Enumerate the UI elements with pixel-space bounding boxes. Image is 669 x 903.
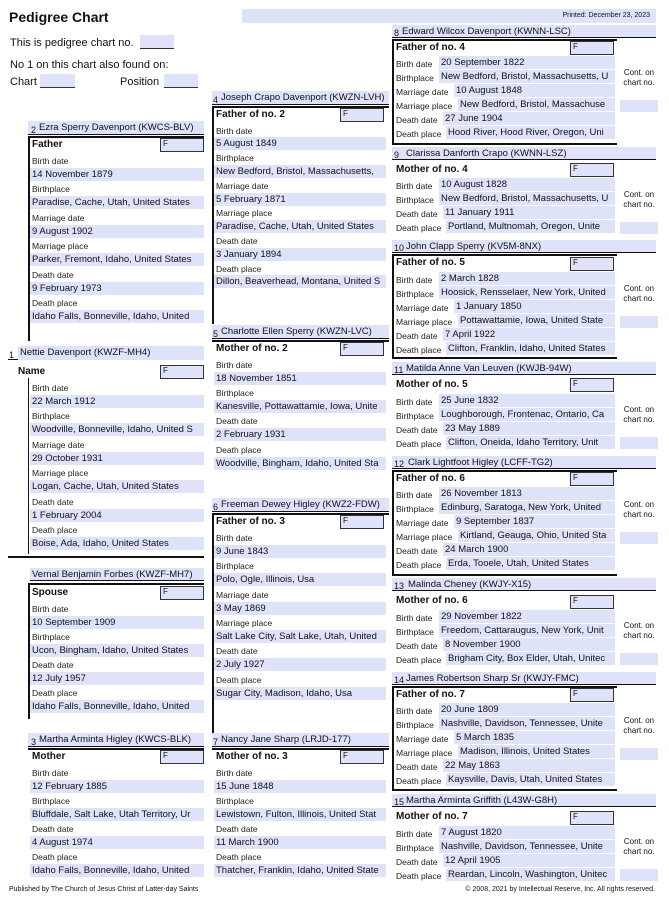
label: Birthplace — [32, 184, 70, 194]
f-field[interactable]: F — [570, 163, 614, 177]
label: Marriage date — [396, 734, 449, 744]
person-7-title: Mother of no. 3 — [216, 751, 288, 762]
cont-field[interactable] — [620, 437, 658, 449]
chart-no-label: This is pedigree chart no. — [10, 37, 134, 49]
label: Birthplace — [216, 388, 254, 398]
birth-date[interactable]: 26 November 1813 — [439, 487, 615, 500]
death-place[interactable]: Thatcher, Franklin, Idaho, United State — [214, 864, 386, 877]
death-place[interactable]: Sugar City, Madison, Idaho, Usa — [214, 687, 386, 700]
label: Death place — [396, 223, 442, 233]
birthplace[interactable]: Hoosick, Rensselaer, New York, United — [439, 286, 615, 299]
death-date[interactable]: 4 August 1974 — [30, 836, 204, 849]
f-field[interactable]: F — [570, 688, 614, 702]
birth-date[interactable]: 9 June 1843 — [214, 545, 386, 558]
birthplace[interactable]: Kanesville, Pottawattamie, Iowa, Unite — [214, 400, 386, 413]
label: Marriage date — [32, 440, 85, 450]
person-13-namebar — [392, 578, 656, 591]
birth-date[interactable]: 25 June 1832 — [439, 394, 615, 407]
label: Birthplace — [396, 73, 434, 83]
person-3-namebar — [28, 733, 204, 747]
label: Death date — [216, 416, 258, 426]
birth-date[interactable]: 7 August 1820 — [439, 826, 615, 839]
death-date[interactable]: 27 June 1904 — [443, 112, 615, 125]
label: Death place — [396, 871, 442, 881]
cont-label: Cont. on chart no. — [623, 621, 655, 640]
person-9-title: Mother of no. 4 — [396, 164, 468, 175]
death-place[interactable]: Idaho Falls, Bonneville, Idaho, United — [30, 700, 204, 713]
person-14-title: Father of no. 7 — [396, 689, 465, 700]
person-number: 8 — [394, 28, 400, 38]
birth-date[interactable]: 18 November 1851 — [214, 372, 386, 385]
person-name[interactable]: Freeman Dewey Higley (KWZ2-FDW) — [221, 499, 380, 510]
label: Birthplace — [396, 195, 434, 205]
person-15-namebar — [392, 794, 656, 807]
birth-date[interactable]: 2 March 1828 — [439, 272, 615, 285]
birthplace[interactable]: Ucon, Bingham, Idaho, United States — [30, 644, 204, 657]
label: Death place — [396, 345, 442, 355]
marriage-date[interactable]: 3 May 1869 — [214, 602, 386, 615]
cont-field[interactable] — [620, 316, 658, 328]
marriage-date[interactable]: 10 August 1848 — [454, 84, 615, 97]
label: Birth date — [396, 59, 433, 69]
cont-field[interactable] — [620, 869, 658, 881]
person-name[interactable]: Martha Arminta Higley (KWCS-BLK) — [39, 734, 192, 745]
marriage-place[interactable]: Paradise, Cache, Utah, United States — [214, 220, 386, 233]
person-2-namebar — [28, 121, 204, 135]
label: Death place — [396, 560, 442, 570]
label: Birth date — [396, 275, 433, 285]
label: Marriage date — [216, 590, 269, 600]
label: Birthplace — [396, 627, 434, 637]
label: Birthplace — [396, 411, 434, 421]
person-name[interactable]: Matilda Anne Van Leuven (KWJB-94W) — [406, 363, 572, 374]
person-4-title: Father of no. 2 — [216, 109, 285, 120]
person-10-namebar — [392, 240, 656, 253]
label: Death date — [396, 762, 438, 772]
chart-no-field[interactable] — [140, 35, 174, 49]
label: Death date — [32, 660, 74, 670]
f-field[interactable]: F — [340, 108, 384, 122]
spouse-name[interactable]: Vernal Benjamin Forbes (KWZF-MH7) — [30, 568, 204, 581]
person-1-title: Name — [18, 366, 46, 377]
printed-date: Printed: December 23, 2023 — [562, 12, 650, 19]
death-date[interactable]: 8 November 1900 — [443, 638, 615, 651]
position-field[interactable] — [164, 74, 198, 88]
birth-date[interactable]: 12 February 1885 — [30, 780, 204, 793]
cont-label: Cont. on chart no. — [623, 190, 655, 209]
label: Death place — [216, 445, 262, 455]
label: Death place — [396, 655, 442, 665]
marriage-place[interactable]: Kirtland, Geauga, Ohio, United Sta — [458, 529, 615, 542]
death-date[interactable]: 7 April 1922 — [443, 328, 615, 341]
label: Marriage place — [396, 101, 453, 111]
chart-field[interactable] — [40, 74, 75, 88]
cont-field[interactable] — [620, 653, 658, 665]
label: Marriage date — [396, 303, 449, 313]
person-number: 5 — [213, 329, 219, 339]
label: Birthplace — [396, 289, 434, 299]
birthplace[interactable]: Nashville, Davidson, Tennessee, Unite — [439, 717, 615, 730]
footer-copyright: © 2008, 2021 by Intellectual Reserve, Inc. All rights reserved. — [465, 886, 655, 893]
marriage-place[interactable]: Salt Lake City, Salt Lake, Utah, United — [214, 630, 386, 643]
label: Death place — [216, 852, 262, 862]
label: Birthplace — [216, 561, 254, 571]
marriage-place[interactable]: Parker, Fremont, Idaho, United States — [30, 253, 204, 266]
chart-label: Chart — [10, 76, 37, 88]
death-date[interactable]: 9 February 1973 — [30, 282, 204, 295]
death-place[interactable]: Clifton, Franklin, Idaho, United States — [446, 342, 615, 355]
person-number: 2 — [31, 125, 37, 135]
label: Marriage place — [216, 618, 273, 628]
birth-date[interactable]: 29 November 1822 — [439, 610, 615, 623]
label: Death place — [216, 675, 262, 685]
marriage-date[interactable]: 9 September 1837 — [454, 515, 615, 528]
death-place[interactable]: Woodville, Bingham, Idaho, United Sta — [214, 457, 386, 470]
label: Marriage place — [216, 208, 273, 218]
person-name[interactable]: Nettie Davenport (KWZF-MH4) — [18, 346, 204, 360]
birthplace[interactable]: Loughborough, Frontenac, Ontario, Ca — [439, 408, 615, 421]
label: Birth date — [396, 829, 433, 839]
label: Birth date — [396, 613, 433, 623]
label: Death place — [216, 264, 262, 274]
person-name[interactable]: Joseph Crapo Davenport (KWZN-LVH) — [221, 92, 385, 103]
birthplace[interactable]: Lewistown, Fulton, Illinois, United Stat — [214, 808, 386, 821]
birth-date[interactable]: 14 November 1879 — [30, 168, 204, 181]
person-number: 4 — [213, 95, 219, 105]
label: Death date — [32, 497, 74, 507]
label: Birth date — [396, 706, 433, 716]
label: Birthplace — [32, 411, 70, 421]
death-date[interactable]: 12 July 1957 — [30, 672, 204, 685]
person-number: 3 — [31, 737, 37, 747]
label: Marriage place — [396, 748, 453, 758]
label: Death place — [32, 852, 78, 862]
label: Death date — [396, 331, 438, 341]
label: Birth date — [396, 490, 433, 500]
person-8-namebar — [392, 25, 656, 38]
label: Death date — [216, 236, 258, 246]
death-place[interactable]: Dillon, Beaverhead, Montana, United S — [214, 275, 386, 288]
death-date[interactable]: 11 March 1900 — [214, 836, 386, 849]
person-12-title: Father of no. 6 — [396, 473, 465, 484]
spouse-title: Spouse — [32, 587, 69, 598]
death-date[interactable]: 22 May 1863 — [443, 759, 615, 772]
position-label: Position — [120, 76, 160, 88]
person-4-namebar — [212, 91, 389, 105]
label: Birthplace — [32, 796, 70, 806]
cont-label: Cont. on chart no. — [623, 837, 655, 856]
cont-label: Cont. on chart no. — [623, 716, 655, 735]
death-place[interactable]: Clifton, Oneida, Idaho Territory, Unit — [446, 436, 615, 449]
label: Birthplace — [216, 153, 254, 163]
cont-field[interactable] — [620, 748, 658, 760]
f-field[interactable]: F — [570, 378, 614, 392]
cont-field[interactable] — [620, 100, 658, 112]
cont-label: Cont. on chart no. — [623, 500, 655, 519]
person-number: 1 — [9, 350, 15, 360]
birth-date[interactable]: 22 March 1912 — [30, 395, 204, 408]
person-name[interactable]: John Clapp Sperry (KV5M-8NX) — [406, 241, 542, 252]
birth-date[interactable]: 20 June 1809 — [439, 703, 615, 716]
label: Birth date — [32, 156, 69, 166]
death-place[interactable]: Kaysville, Davis, Utah, United States — [446, 773, 615, 786]
label: Death date — [216, 824, 258, 834]
label: Marriage date — [396, 87, 449, 97]
person-14-namebar — [392, 672, 656, 685]
label: Marriage date — [396, 518, 449, 528]
label: Birthplace — [396, 843, 434, 853]
birthplace[interactable]: New Bedford, Bristol, Massachusetts, — [214, 165, 386, 178]
death-date[interactable]: 2 July 1927 — [214, 658, 386, 671]
label: Birth date — [32, 383, 69, 393]
death-place[interactable]: Hood River, Hood River, Oregon, Uni — [446, 126, 615, 139]
person-11-namebar — [392, 362, 656, 375]
cont-label: Cont. on chart no. — [623, 405, 655, 424]
death-place[interactable]: Erda, Tooele, Utah, United States — [446, 557, 615, 570]
page-title: Pedigree Chart — [9, 9, 109, 25]
label: Death date — [396, 115, 438, 125]
f-field[interactable]: F — [340, 750, 384, 764]
person-name[interactable]: Nancy Jane Sharp (LRJD-177) — [221, 734, 351, 745]
person-name[interactable]: Ezra Sperry Davenport (KWCS-BLV) — [39, 122, 194, 133]
death-place[interactable]: Brigham City, Box Elder, Utah, Unitec — [446, 652, 615, 665]
label: Death place — [396, 439, 442, 449]
person-name[interactable]: James Robertson Sharp Sr (KWJY-FMC) — [406, 673, 579, 684]
label: Death date — [396, 857, 438, 867]
f-field[interactable]: F — [570, 41, 614, 55]
death-place[interactable]: Idaho Falls, Bonneville, Idaho, United — [30, 310, 204, 323]
person-8-title: Father of no. 4 — [396, 42, 465, 53]
birth-date[interactable]: 15 June 1848 — [214, 780, 386, 793]
f-field[interactable]: F — [340, 515, 384, 529]
death-date[interactable]: 2 February 1931 — [214, 428, 386, 441]
label: Birthplace — [216, 796, 254, 806]
label: Birth date — [32, 768, 69, 778]
birthplace[interactable]: Bluffdale, Salt Lake, Utah Territory, Ur — [30, 808, 204, 821]
marriage-date[interactable]: 1 January 1850 — [454, 300, 615, 313]
label: Death place — [32, 298, 78, 308]
f-field[interactable]: F — [160, 750, 204, 764]
birthplace[interactable]: Nashville, Davidson, Tennessee, Unite — [439, 840, 615, 853]
label: Marriage place — [396, 317, 453, 327]
person-name[interactable]: Malinda Cheney (KWJY-X15) — [408, 579, 532, 590]
cont-field[interactable] — [620, 532, 658, 544]
label: Birth date — [216, 768, 253, 778]
death-date[interactable]: 1 February 2004 — [30, 509, 204, 522]
birthplace[interactable]: Polo, Ogle, Illinois, Usa — [214, 573, 386, 586]
birth-date[interactable]: 5 August 1849 — [214, 137, 386, 150]
label: Birth date — [216, 360, 253, 370]
person-name[interactable]: Edward Wilcox Davenport (KWNN-LSC) — [402, 26, 571, 37]
f-field[interactable]: F — [570, 472, 614, 486]
person-number: 15 — [394, 797, 405, 807]
marriage-date[interactable]: 5 March 1835 — [454, 731, 615, 744]
person-number: 10 — [394, 243, 405, 253]
person-6-namebar — [212, 498, 389, 512]
label: Death date — [396, 641, 438, 651]
death-date[interactable]: 11 January 1911 — [443, 206, 615, 219]
label: Death place — [32, 525, 78, 535]
marriage-place[interactable]: Logan, Cache, Utah, United States — [30, 480, 204, 493]
printed-bar — [242, 9, 656, 23]
label: Birth date — [216, 533, 253, 543]
death-date[interactable]: 23 May 1889 — [443, 422, 615, 435]
death-date[interactable]: 24 March 1900 — [443, 543, 615, 556]
label: Birth date — [396, 181, 433, 191]
marriage-date[interactable]: 9 August 1902 — [30, 225, 204, 238]
cont-label: Cont. on chart no. — [623, 284, 655, 303]
person-number: 14 — [394, 675, 405, 685]
person-2-title: Father — [32, 139, 63, 150]
person-number: 9 — [394, 150, 400, 160]
person-3-title: Mother — [32, 751, 66, 762]
birthplace[interactable]: Edinburg, Saratoga, New York, United — [439, 501, 615, 514]
person-number: 12 — [394, 459, 405, 469]
person-11-title: Mother of no. 5 — [396, 379, 468, 390]
marriage-date[interactable]: 29 October 1931 — [30, 452, 204, 465]
label: Birthplace — [396, 720, 434, 730]
person-9-namebar — [392, 147, 656, 160]
person-number: 13 — [394, 581, 405, 591]
birthplace[interactable]: Paradise, Cache, Utah, United States — [30, 196, 204, 209]
death-place[interactable]: Boise, Ada, Idaho, United States — [30, 537, 204, 550]
label: Birthplace — [32, 632, 70, 642]
label: Marriage place — [32, 241, 89, 251]
label: Birthplace — [396, 504, 434, 514]
label: Birth date — [32, 604, 69, 614]
person-13-title: Mother of no. 6 — [396, 595, 468, 606]
f-field[interactable]: F — [570, 257, 614, 271]
person-5-namebar — [212, 325, 389, 339]
person-number: 11 — [394, 365, 404, 375]
label: Birth date — [396, 397, 433, 407]
label: Death place — [32, 688, 78, 698]
label: Death date — [396, 209, 438, 219]
person-6-title: Father of no. 3 — [216, 516, 285, 527]
person-name[interactable]: Clark Lightfoot Higley (LCFF-TG2) — [408, 457, 553, 468]
death-date[interactable]: 12 April 1905 — [443, 854, 615, 867]
person-number: 7 — [213, 737, 219, 747]
footer-publisher: Published by The Church of Jesus Christ of Latter-day Saints — [9, 886, 199, 893]
marriage-place[interactable]: New Bedford, Bristol, Massachuse — [458, 98, 615, 111]
person-name[interactable]: Charlotte Ellen Sperry (KWZN-LVC) — [221, 326, 372, 337]
birth-date[interactable]: 10 September 1909 — [30, 616, 204, 629]
cont-field[interactable] — [620, 222, 658, 234]
marriage-date[interactable]: 5 February 1871 — [214, 193, 386, 206]
person-7-namebar — [212, 733, 389, 747]
label: Death date — [32, 824, 74, 834]
birthplace[interactable]: New Bedford, Bristol, Massachusetts, U — [439, 192, 615, 205]
label: Death date — [216, 646, 258, 656]
label: Death place — [396, 776, 442, 786]
person-12-namebar — [392, 456, 656, 469]
person-15-title: Mother of no. 7 — [396, 811, 468, 822]
f-field[interactable]: F — [570, 811, 614, 825]
death-place[interactable]: Reardan, Lincoln, Washington, Unitec — [446, 868, 615, 881]
death-place[interactable]: Idaho Falls, Bonneville, Idaho, United — [30, 864, 204, 877]
label: Marriage date — [32, 213, 85, 223]
label: Marriage place — [32, 468, 89, 478]
person-10-title: Father of no. 5 — [396, 257, 465, 268]
death-date[interactable]: 3 January 1894 — [214, 248, 386, 261]
f-field[interactable]: F — [160, 138, 204, 152]
birth-date[interactable]: 10 August 1828 — [439, 178, 615, 191]
cont-label: Cont. on chart no. — [623, 68, 655, 87]
person-name[interactable]: Martha Arminta Griffith (L43W-G8H) — [406, 795, 558, 806]
birthplace[interactable]: New Bedford, Bristol, Massachusetts, U — [439, 70, 615, 83]
label: Death place — [396, 129, 442, 139]
death-place[interactable]: Portland, Multnomah, Oregon, Unite — [446, 220, 615, 233]
marriage-place[interactable]: Madison, Illinois, United States — [458, 745, 615, 758]
f-field[interactable]: F — [340, 342, 384, 356]
f-field[interactable]: F — [160, 365, 204, 379]
birth-date[interactable]: 20 September 1822 — [439, 56, 615, 69]
label: Marriage place — [396, 532, 453, 542]
marriage-place[interactable]: Pottawattamie, Iowa, United State — [458, 314, 615, 327]
label: Death date — [396, 425, 438, 435]
birthplace[interactable]: Freedom, Cattaraugus, New York, Unit — [439, 624, 615, 637]
label: Birth date — [216, 126, 253, 136]
birthplace[interactable]: Woodville, Bonneville, Idaho, United S — [30, 423, 204, 436]
also-found-label: No 1 on this chart also found on: — [10, 59, 169, 71]
f-field[interactable]: F — [160, 586, 204, 600]
person-5-title: Mother of no. 2 — [216, 343, 288, 354]
label: Death date — [32, 270, 74, 280]
label: Marriage date — [216, 181, 269, 191]
person-number: 6 — [213, 502, 219, 512]
label: Death date — [396, 546, 438, 556]
person-name[interactable]: Clarissa Danforth Crapo (KWNN-LSZ) — [406, 148, 567, 159]
f-field[interactable]: F — [570, 595, 614, 609]
